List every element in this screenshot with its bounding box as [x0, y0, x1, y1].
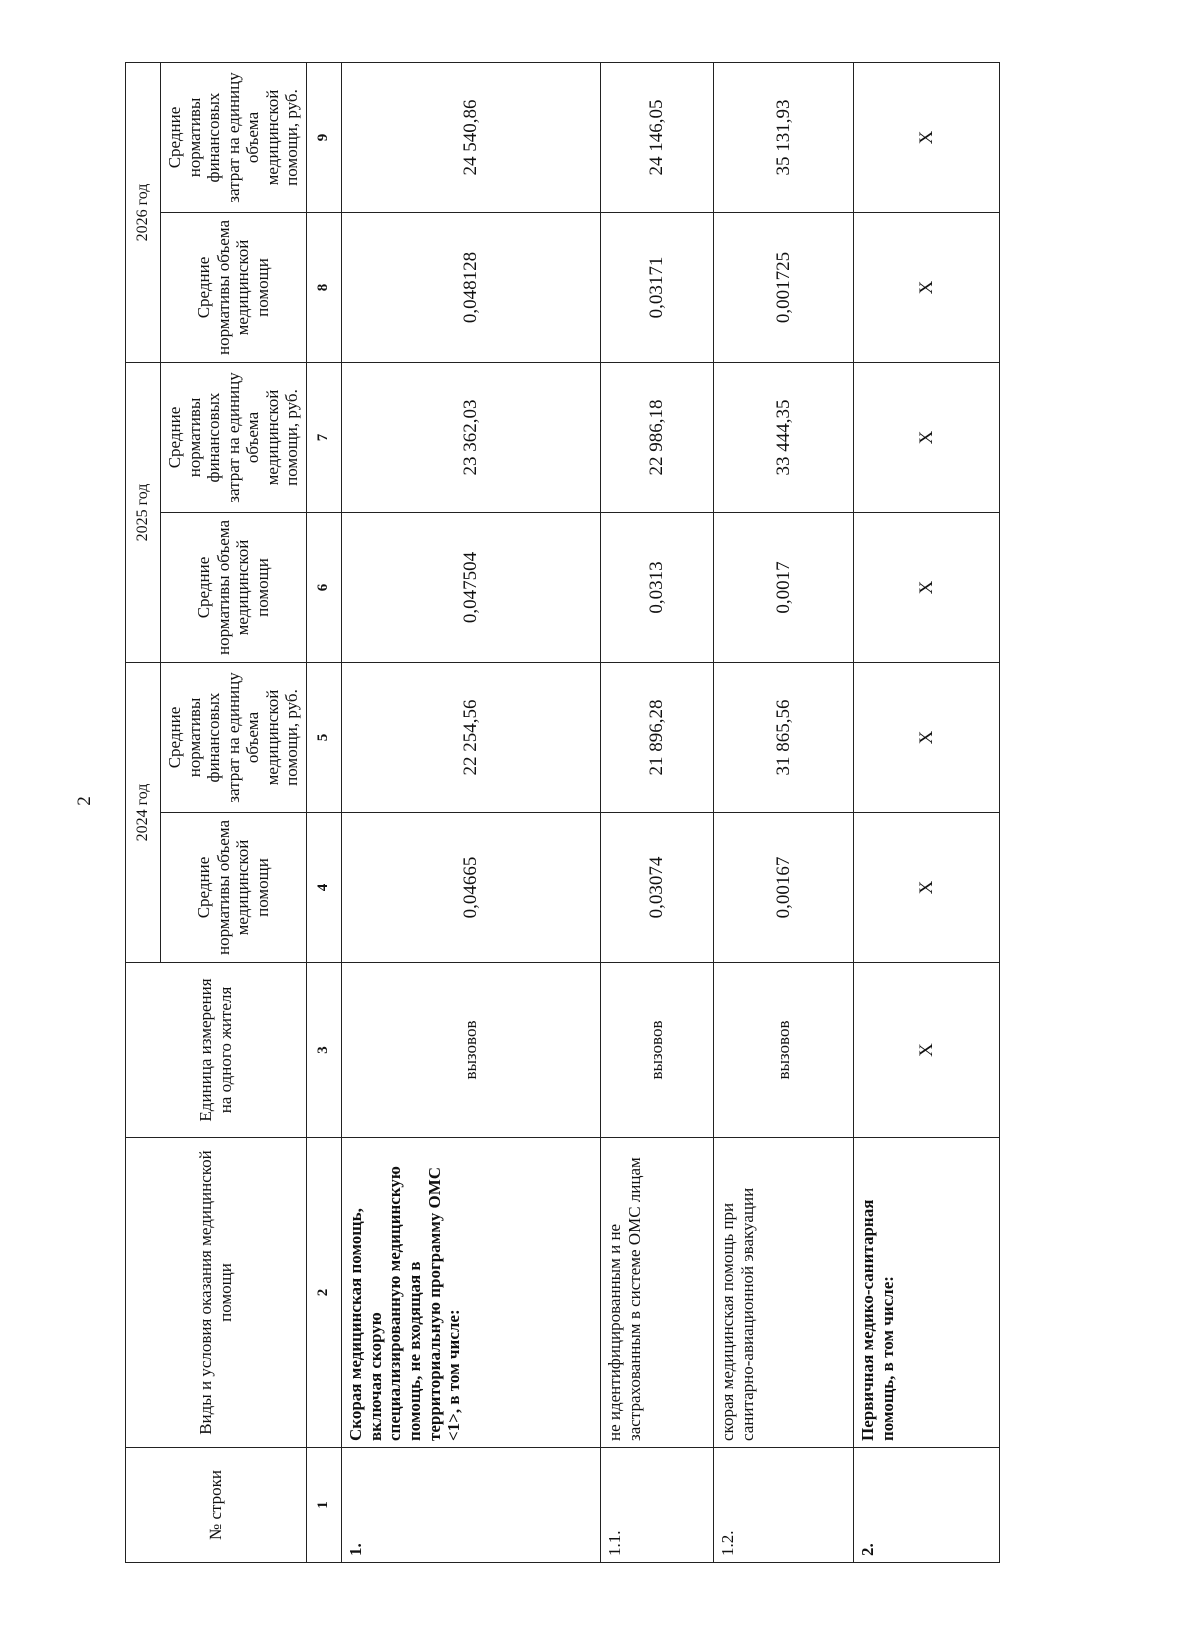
header-year-2025: 2025 год	[126, 363, 161, 663]
column-number: 2	[306, 1138, 342, 1448]
volume-2024: Х	[854, 813, 1000, 963]
care-kind: скорая медицинская помощь при санитарно-авиационной эвакуации	[714, 1138, 854, 1448]
cost-2024: 31 865,56	[714, 663, 854, 813]
cost-2024: 22 254,56	[342, 663, 601, 813]
header-volume-2025: Средние нормативы объема медицинской помощи	[161, 513, 307, 663]
volume-2026: 0,001725	[714, 213, 854, 363]
header-year-2026: 2026 год	[126, 63, 161, 363]
row-number: 1.	[342, 1448, 601, 1563]
header-year-row	[126, 63, 161, 1563]
row-number: 2.	[854, 1448, 1000, 1563]
unit-cell: вызовов	[601, 963, 714, 1138]
row-number: 1.1.	[601, 1448, 714, 1563]
volume-2025: 0,0017	[714, 513, 854, 663]
volume-2026: 0,048128	[342, 213, 601, 363]
volume-2024: 0,03074	[601, 813, 714, 963]
care-kind: Первичная медико-санитарная помощь, в том числе:	[854, 1138, 1000, 1448]
rotated-table-area	[125, 63, 1000, 1563]
care-kind: не идентифицированным и не застрахованным в системе ОМС лицам	[601, 1138, 714, 1448]
table-row-2	[854, 63, 1000, 1563]
volume-2025: 0,0313	[601, 513, 714, 663]
header-cost-2026: Средние нормативы финансовых затрат на единицу объема медицинской помощи, руб.	[161, 63, 307, 213]
column-numbers-row	[306, 63, 342, 1563]
cost-2026: 24 146,05	[601, 63, 714, 213]
table-row-1-1	[601, 63, 714, 1563]
table-rotation-frame	[125, 63, 1000, 1563]
norms-table	[125, 62, 1000, 1563]
cost-2026: Х	[854, 63, 1000, 213]
column-number: 4	[306, 813, 342, 963]
unit-cell: Х	[854, 963, 1000, 1138]
page-number: 2	[73, 796, 95, 806]
header-volume-2024: Средние нормативы объема медицинской помощи	[161, 813, 307, 963]
header-kind: Виды и условия оказания медицинской помощи	[126, 1138, 307, 1448]
row-number: 1.2.	[714, 1448, 854, 1563]
cost-2026: 24 540,86	[342, 63, 601, 213]
cost-2025: Х	[854, 363, 1000, 513]
column-number: 5	[306, 663, 342, 813]
volume-2025: 0,047504	[342, 513, 601, 663]
header-row-no: № строки	[126, 1448, 307, 1563]
column-number: 9	[306, 63, 342, 213]
table-row-1	[342, 63, 601, 1563]
cost-2024: 21 896,28	[601, 663, 714, 813]
header-cost-2025: Средние нормативы финансовых затрат на единицу объема медицинской помощи, руб.	[161, 363, 307, 513]
cost-2025: 23 362,03	[342, 363, 601, 513]
column-number: 7	[306, 363, 342, 513]
cost-2025: 22 986,18	[601, 363, 714, 513]
column-number: 8	[306, 213, 342, 363]
table-row-1-2	[714, 63, 854, 1563]
cost-2024: Х	[854, 663, 1000, 813]
header-unit: Единица измерения на одного жителя	[126, 963, 307, 1138]
unit-cell: вызовов	[342, 963, 601, 1138]
volume-2024: 0,04665	[342, 813, 601, 963]
volume-2026: Х	[854, 213, 1000, 363]
volume-2025: Х	[854, 513, 1000, 663]
cost-2025: 33 444,35	[714, 363, 854, 513]
column-number: 1	[306, 1448, 342, 1563]
column-number: 3	[306, 963, 342, 1138]
unit-cell: вызовов	[714, 963, 854, 1138]
volume-2026: 0,03171	[601, 213, 714, 363]
header-cost-2024: Средние нормативы финансовых затрат на единицу объема медицинской помощи, руб.	[161, 663, 307, 813]
header-volume-2026: Средние нормативы объема медицинской помощи	[161, 213, 307, 363]
cost-2026: 35 131,93	[714, 63, 854, 213]
column-number: 6	[306, 513, 342, 663]
volume-2024: 0,00167	[714, 813, 854, 963]
care-kind: Скорая медицинская помощь, включая скорую специализированную медицинскую помощь, не входящая в территориальную программу ОМС <1>, в том числе:	[342, 1138, 601, 1448]
header-year-2024: 2024 год	[126, 663, 161, 963]
